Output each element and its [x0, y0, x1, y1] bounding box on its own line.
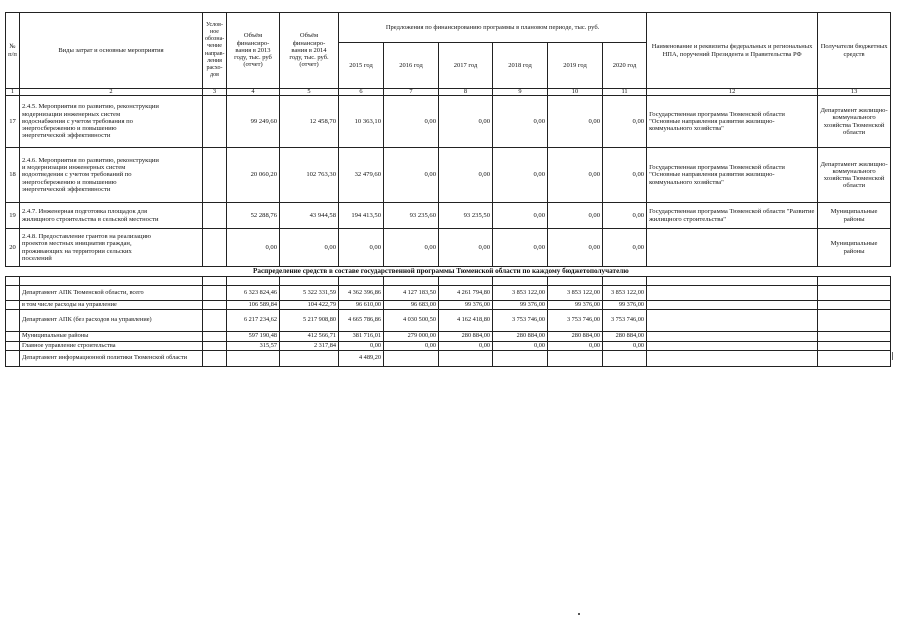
- value-2014: [280, 351, 339, 367]
- col-number: 11: [603, 89, 647, 96]
- row-description: [20, 229, 203, 267]
- scan-speck: [892, 352, 893, 360]
- value-2014: 43 944,58: [280, 203, 339, 229]
- value-2015: 0,00: [339, 229, 384, 267]
- blank-cell: [647, 332, 818, 342]
- blank-cell: [6, 351, 20, 367]
- npa-reference: Государственная программа Тюменской области "Развитие жилищного строительства": [647, 203, 818, 229]
- recipient-label: Департамент информационной политики Тюменской области: [20, 351, 203, 367]
- value-2018: 0,00: [493, 229, 548, 267]
- value-2016: 0,00: [384, 96, 439, 148]
- col-number: 9: [493, 89, 548, 96]
- value-2015: 32 479,60: [339, 148, 384, 203]
- description-line: проживающих на территории сельских: [22, 247, 132, 255]
- value-2013: 315,57: [227, 342, 280, 351]
- value-2017: 4 162 418,80: [439, 310, 493, 332]
- col-number: 10: [548, 89, 603, 96]
- header-year: 2015 год: [339, 43, 384, 89]
- value-2020: 280 884,00: [603, 332, 647, 342]
- value-2019: 99 376,00: [548, 301, 603, 310]
- col-number: 1: [6, 89, 20, 96]
- value-2019: 0,00: [548, 203, 603, 229]
- value-2016: 4 127 183,50: [384, 286, 439, 301]
- header-proposals: Предложения по финансированию программы в плановом периоде, тыс. руб.: [339, 13, 647, 43]
- row-description: [20, 148, 203, 203]
- blank-cell: [647, 310, 818, 332]
- value-2016: 4 030 500,50: [384, 310, 439, 332]
- blank-cell: [203, 310, 227, 332]
- value-2016: 0,00: [384, 148, 439, 203]
- blank-cell: [818, 286, 891, 301]
- value-2020: 99 376,00: [603, 301, 647, 310]
- description-line: 2.4.7. Инженерная подготовка площадок для: [22, 208, 147, 216]
- value-2013: 99 249,60: [227, 96, 280, 148]
- table-row: [6, 332, 891, 342]
- blank-cell: [647, 301, 818, 310]
- table-row: [6, 203, 891, 229]
- blank-cell: [818, 310, 891, 332]
- blank-cell: [647, 286, 818, 301]
- value-2020: 3 753 746,00: [603, 310, 647, 332]
- blank-cell: [280, 277, 339, 286]
- blank-cell: [203, 301, 227, 310]
- value-2013: [227, 351, 280, 367]
- value-2014: 5 322 331,59: [280, 286, 339, 301]
- table-header: [6, 13, 891, 96]
- value-2016: 0,00: [384, 229, 439, 267]
- value-2018: 3 853 122,00: [493, 286, 548, 301]
- row-cond: [203, 148, 227, 203]
- value-2014: 0,00: [280, 229, 339, 267]
- description-line: водоотведения с учетом требований по: [22, 171, 132, 179]
- header-vol2014: Объём финансиро- вания в 2014 году, тыс. руб. (отчет): [280, 13, 339, 89]
- row-cond: [203, 229, 227, 267]
- header-year: 2018 год: [493, 43, 548, 89]
- value-2017: 0,00: [439, 342, 493, 351]
- value-2020: 3 853 122,00: [603, 286, 647, 301]
- blank-cell: [818, 351, 891, 367]
- blank-cell: [603, 277, 647, 286]
- value-2013: 0,00: [227, 229, 280, 267]
- recipient: Муниципальные районы: [818, 229, 891, 267]
- npa-reference: [647, 229, 818, 267]
- value-2016: 96 683,00: [384, 301, 439, 310]
- value-2015: 4 665 786,86: [339, 310, 384, 332]
- value-2017: 280 884,00: [439, 332, 493, 342]
- col-number: 3: [203, 89, 227, 96]
- header-npa: Наименование и реквизиты федеральных и региональных НПА, поручений Президента и Правительства РФ: [647, 13, 818, 89]
- value-2019: 0,00: [548, 148, 603, 203]
- distribution-title: Распределение средств в составе государственной программы Тюменской области по каждому бюджетополучателю: [253, 267, 629, 275]
- blank-cell: [439, 277, 493, 286]
- value-2013: 52 288,76: [227, 203, 280, 229]
- row-cond: [203, 203, 227, 229]
- description-line: 2.4.6. Мероприятия по развитию, реконструкции: [22, 156, 159, 164]
- blank-cell: [6, 342, 20, 351]
- row-description: [20, 96, 203, 148]
- value-2017: 0,00: [439, 229, 493, 267]
- description-line: проектов местных инициатив граждан,: [22, 240, 132, 248]
- header-types: Виды затрат и основные мероприятия: [20, 13, 203, 89]
- recipient: Департамент жилищно-коммунального хозяйства Тюменской области: [818, 148, 891, 203]
- value-2017: 4 261 794,80: [439, 286, 493, 301]
- blank-cell: [647, 342, 818, 351]
- col-number: 12: [647, 89, 818, 96]
- value-2016: 279 000,00: [384, 332, 439, 342]
- value-2017: [439, 351, 493, 367]
- header-year: 2020 год: [603, 43, 647, 89]
- value-2019: 0,00: [548, 229, 603, 267]
- value-2018: 0,00: [493, 203, 548, 229]
- table-row: [6, 277, 891, 286]
- recipient-label: в том числе расходы на управление: [20, 301, 203, 310]
- table-row: [6, 351, 891, 367]
- description-line: энергетической эффективности: [22, 132, 111, 140]
- recipient-label: Муниципальные районы: [20, 332, 203, 342]
- row-index: 17: [6, 96, 20, 148]
- row-description: [20, 203, 203, 229]
- value-2019: 3 853 122,00: [548, 286, 603, 301]
- description-line: энергосбережению и повышению: [22, 125, 117, 133]
- value-2015: 381 716,01: [339, 332, 384, 342]
- value-2018: 0,00: [493, 96, 548, 148]
- blank-cell: [818, 301, 891, 310]
- blank-cell: [203, 342, 227, 351]
- table-row: [6, 342, 891, 351]
- value-2013: 106 589,84: [227, 301, 280, 310]
- blank-cell: [6, 286, 20, 301]
- value-2014: 2 317,84: [280, 342, 339, 351]
- value-2014: 12 458,70: [280, 96, 339, 148]
- header-year: 2017 год: [439, 43, 493, 89]
- header-recipients: Получатели бюджетных средств: [818, 13, 891, 89]
- table-row: [6, 96, 891, 148]
- header-vol2013: Объём финансиро- вания в 2013 году, тыс. руб (отчет): [227, 13, 280, 89]
- value-2017: 93 235,50: [439, 203, 493, 229]
- value-2017: 99 376,00: [439, 301, 493, 310]
- row-cond: [203, 96, 227, 148]
- row-index: 19: [6, 203, 20, 229]
- blank-cell: [647, 277, 818, 286]
- value-2016: 0,00: [384, 342, 439, 351]
- blank-cell: [20, 277, 203, 286]
- value-2019: 280 884,00: [548, 332, 603, 342]
- value-2018: 280 884,00: [493, 332, 548, 342]
- value-2015: 0,00: [339, 342, 384, 351]
- blank-cell: [548, 277, 603, 286]
- value-2019: 0,00: [548, 342, 603, 351]
- recipient: Муниципальные районы: [818, 203, 891, 229]
- blank-cell: [818, 332, 891, 342]
- value-2020: [603, 351, 647, 367]
- description-line: жилищного строительства в сельской местности: [22, 215, 159, 223]
- blank-cell: [203, 286, 227, 301]
- col-number: 13: [818, 89, 891, 96]
- row-index: 18: [6, 148, 20, 203]
- value-2015: 10 363,10: [339, 96, 384, 148]
- col-number: 8: [439, 89, 493, 96]
- blank-cell: [203, 332, 227, 342]
- description-line: энергосбережению и повышению: [22, 178, 117, 186]
- value-2016: [384, 351, 439, 367]
- blank-cell: [6, 310, 20, 332]
- description-line: поселений: [22, 254, 52, 262]
- value-2019: [548, 351, 603, 367]
- blank-cell: [203, 277, 227, 286]
- header-year: 2019 год: [548, 43, 603, 89]
- col-number: 6: [339, 89, 384, 96]
- npa-reference: Государственная программа Тюменской области "Основные направления развития жилищно-коммунального хозяйства": [647, 96, 818, 148]
- recipient-label: Главное управление строительства: [20, 342, 203, 351]
- value-2020: 0,00: [603, 229, 647, 267]
- value-2013: 20 060,20: [227, 148, 280, 203]
- recipient-label: Департамент АПК (без расходов на управление): [20, 310, 203, 332]
- value-2014: 104 422,79: [280, 301, 339, 310]
- value-2013: 6 323 824,46: [227, 286, 280, 301]
- value-2013: 597 190,48: [227, 332, 280, 342]
- recipient-label: Департамент АПК Тюменской области, всего: [20, 286, 203, 301]
- value-2020: 0,00: [603, 203, 647, 229]
- value-2020: 0,00: [603, 342, 647, 351]
- blank-cell: [6, 332, 20, 342]
- value-2015: 96 610,00: [339, 301, 384, 310]
- value-2018: 3 753 746,00: [493, 310, 548, 332]
- row-index: 20: [6, 229, 20, 267]
- col-number: 2: [20, 89, 203, 96]
- blank-cell: [493, 277, 548, 286]
- col-number: 7: [384, 89, 439, 96]
- description-line: энергетической эффективности: [22, 185, 111, 193]
- table-row: [6, 301, 891, 310]
- recipient: Департамент жилищно-коммунального хозяйства Тюменской области: [818, 96, 891, 148]
- col-number: 5: [280, 89, 339, 96]
- table-row: [6, 286, 891, 301]
- blank-cell: [6, 301, 20, 310]
- header-year: 2016 год: [384, 43, 439, 89]
- value-2019: 0,00: [548, 96, 603, 148]
- table-row: [6, 148, 891, 203]
- scan-speck: [578, 613, 580, 615]
- blank-cell: [203, 351, 227, 367]
- blank-cell: [647, 351, 818, 367]
- blank-cell: [818, 342, 891, 351]
- value-2015: 4 489,20: [339, 351, 384, 367]
- blank-cell: [339, 277, 384, 286]
- table-row: [6, 310, 891, 332]
- value-2018: 99 376,00: [493, 301, 548, 310]
- value-2015: 4 362 396,86: [339, 286, 384, 301]
- value-2016: 93 235,60: [384, 203, 439, 229]
- description-line: 2.4.5. Мероприятия по развитию, реконструкции: [22, 103, 159, 111]
- value-2013: 6 217 234,62: [227, 310, 280, 332]
- description-line: и модернизации инженерных систем: [22, 164, 126, 172]
- header-cond: Услов- ное обозна- чение направ- ления расхо- дов: [203, 13, 227, 89]
- value-2014: 412 566,71: [280, 332, 339, 342]
- description-line: водоснабжения с учетом требования по: [22, 117, 133, 125]
- npa-reference: Государственная программа Тюменской области "Основные направления развития жилищно-коммунального хозяйства": [647, 148, 818, 203]
- value-2018: [493, 351, 548, 367]
- value-2017: 0,00: [439, 96, 493, 148]
- value-2020: 0,00: [603, 148, 647, 203]
- value-2020: 0,00: [603, 96, 647, 148]
- column-numbers-row: [6, 89, 891, 96]
- distribution-table: [5, 276, 891, 367]
- value-2015: 194 413,50: [339, 203, 384, 229]
- value-2014: 102 763,30: [280, 148, 339, 203]
- value-2017: 0,00: [439, 148, 493, 203]
- col-number: 4: [227, 89, 280, 96]
- blank-cell: [818, 277, 891, 286]
- financing-table: [5, 12, 891, 267]
- table-row: [6, 229, 891, 267]
- description-line: 2.4.8. Предоставление грантов на реализацию: [22, 233, 151, 241]
- value-2018: 0,00: [493, 342, 548, 351]
- blank-cell: [227, 277, 280, 286]
- header-num: № п/п: [6, 13, 20, 89]
- value-2014: 5 217 908,80: [280, 310, 339, 332]
- blank-cell: [384, 277, 439, 286]
- blank-cell: [6, 277, 20, 286]
- value-2018: 0,00: [493, 148, 548, 203]
- value-2019: 3 753 746,00: [548, 310, 603, 332]
- description-line: модернизации инженерных систем: [22, 110, 121, 118]
